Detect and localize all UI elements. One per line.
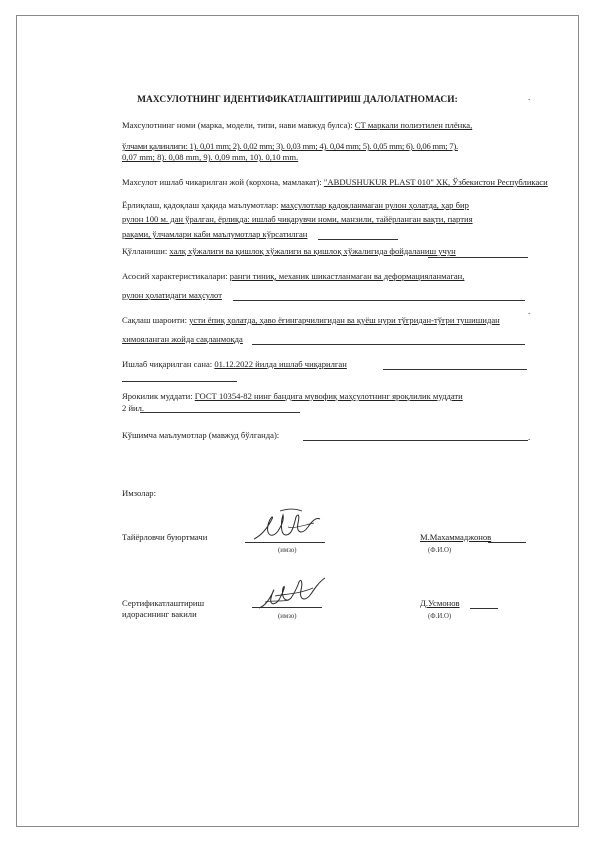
storage-value-line1: усти ёпиқ ҳолатда, ҳаво ёғингарчилигидан ва қуёш нури тўғридан-тўғри тушишидан (189, 315, 500, 325)
labeling-value-line3: рақами, ўлчамлари каби маълумотлар кўрсатилган (122, 229, 308, 239)
page-border (16, 15, 579, 827)
customer-name-fill-line (488, 542, 526, 543)
labeling-label: Ёрлиқлаш, қадоқлаш ҳақида маълумотлар: (122, 200, 279, 210)
storage-label: Сақлаш шароити: (122, 315, 187, 325)
scan-mark: . (528, 92, 531, 102)
labeling-fill-line (318, 239, 398, 240)
certifier-name-caption: (Ф.И.О) (428, 613, 452, 620)
product-name-value-line3: 0,07 mm; 8). 0,08 mm, 9). 0,09 mm, 10). 0,10 mm. (122, 152, 299, 162)
shelf-life-fill-line (140, 412, 300, 413)
origin-value: "ABDUSHUKUR PLAST 010" ХК, Ўзбекистон Республикаси (323, 177, 548, 187)
production-fill-line (383, 369, 527, 370)
labeling-value-line2: рулон 100 м. дан ўралган, ёрлиқда: ишлаб чиқарувчи номи, манзили, тайёрланган вақти, партия (122, 214, 473, 224)
scan-mark: . (528, 306, 531, 316)
additional-field (122, 430, 279, 441)
additional-label: Кўшимча маълумотлар (мавжуд бўлганда): (122, 430, 280, 440)
shelf-life-field (122, 391, 463, 402)
production-fill-line-2 (122, 381, 237, 382)
characteristics-field (122, 271, 464, 282)
characteristics-value-line1: ранги тиниқ, механик шикастланмаган ва деформацияланмаган, (229, 271, 465, 281)
usage-value: халқ хўжалиги ва қишлоқ хўжалиги ва қишлоқ хўжалигида фойдаланиш учун (169, 246, 456, 256)
shelf-life-label: Ярокилик муддати: (122, 391, 193, 401)
customer-name-caption: (Ф.И.О) (428, 547, 452, 554)
usage-label: Қўлланиши: (122, 246, 168, 256)
storage-fill-line (252, 344, 525, 345)
labeling-value-line1: маҳсулотлар қадоқланмаган рулон ҳолатда, ҳар бир (280, 200, 469, 210)
origin-field (122, 177, 548, 188)
customer-role: Тайёрловчи буюртмачи (122, 532, 208, 542)
characteristics-fill-line (233, 300, 525, 301)
product-name-value-line2: ўлчами қалинлиги: 1). 0,01 mm; 2). 0,02 mm; 3). 0,03 mm; 4). 0,04 mm; 5). 0,05 mm; 6). 0,06 mm; 7). (122, 141, 458, 151)
storage-field (122, 315, 500, 326)
production-field (122, 359, 347, 370)
customer-sign-caption: (имзо) (278, 547, 297, 554)
usage-fill-line (428, 257, 528, 258)
usage-field (122, 246, 456, 257)
certifier-name: Д.Усмонов (420, 598, 460, 608)
labeling-field (122, 200, 469, 211)
origin-label: Махсулот ишлаб чикарилган жой (корхона, мамлакат): (122, 177, 322, 187)
certifier-role-line2: идорасининг вакили (122, 609, 197, 619)
customer-name: М.Махаммаджонов (420, 532, 492, 542)
product-name-field (122, 120, 472, 131)
certifier-sign-caption: (имзо) (278, 613, 297, 620)
signatures-heading: Имзолар: (122, 488, 156, 498)
customer-signature-image (250, 505, 330, 550)
characteristics-label: Асосий характеристикалари: (122, 271, 228, 281)
certifier-name-fill-line (470, 608, 498, 609)
certifier-signature-image (255, 572, 335, 617)
scan-mark: . (528, 432, 531, 442)
product-name-value: СТ маркали полиэтилен плёнка, (354, 120, 473, 130)
product-name-label: Махсулотнинг номи (марка, модели, типи, нави мавжуд булса): (122, 120, 353, 130)
document-title: МАХСУЛОТНИНГ ИДЕНТИФИКАТЛАШТИРИШ ДАЛОЛАТНОМАСИ: (137, 95, 458, 105)
production-label: Ишлаб чиқарилган сана: (122, 359, 213, 369)
shelf-life-value-line1: ГОСТ 10354-82 нинг бандига мувофиқ маҳсулотнинг яроқлилик муддати (194, 391, 463, 401)
production-value: 01.12.2022 йилда ишлаб чиқарилган (214, 359, 347, 369)
certifier-role-line1: Сертификатлаштириш (122, 598, 205, 608)
additional-fill-line (303, 440, 528, 441)
shelf-life-value-line2: 2 йил. (122, 403, 145, 413)
storage-value-line2: химояланган жойда сақланмоқда (122, 334, 243, 344)
characteristics-value-line2: рулон ҳолатидаги маҳсулот (122, 290, 222, 300)
